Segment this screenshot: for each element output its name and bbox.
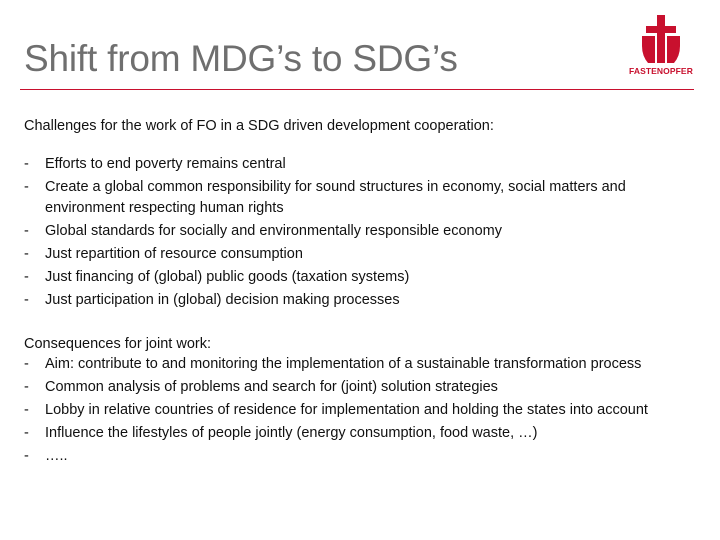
dash-bullet: - xyxy=(24,222,29,239)
list-item: - Efforts to end poverty remains central xyxy=(24,154,704,175)
list-item: - Global standards for socially and environmentally responsible economy xyxy=(24,221,704,242)
challenges-heading: Challenges for the work of FO in a SDG driven development cooperation: xyxy=(24,118,494,134)
slide-content xyxy=(24,116,704,469)
slide-title: Shift from MDG’s to SDG’s xyxy=(24,38,458,79)
consequences-heading: Consequences for joint work: xyxy=(24,335,211,352)
dash-bullet: - xyxy=(24,245,29,262)
list-item: - Aim: contribute to and monitoring the implementation of a sustainable transformation process xyxy=(24,354,704,375)
list-item: - Lobby in relative countries of residence for implementation and holding the states into account xyxy=(24,400,704,421)
consequences-list xyxy=(24,354,704,467)
list-item: - ….. xyxy=(24,446,704,467)
list-item: - Just financing of (global) public goods (taxation systems) xyxy=(24,267,704,288)
list-item: - Influence the lifestyles of people jointly (energy consumption, food waste, …) xyxy=(24,423,704,444)
cross-logo-icon xyxy=(628,12,694,66)
dash-bullet: - xyxy=(24,355,29,372)
dash-bullet: - xyxy=(24,447,29,464)
dash-bullet: - xyxy=(24,401,29,418)
dash-bullet: - xyxy=(24,268,29,285)
list-item: - Just repartition of resource consumption xyxy=(24,244,704,265)
dash-bullet: - xyxy=(24,156,29,172)
logo-wordmark: FASTENOPFER xyxy=(629,66,693,76)
dash-bullet: - xyxy=(24,179,29,195)
dash-bullet: - xyxy=(24,424,29,441)
dash-bullet: - xyxy=(24,378,29,395)
title-rule xyxy=(20,89,694,90)
list-item: - Just participation in (global) decision making processes xyxy=(24,290,704,311)
challenges-list xyxy=(24,154,704,310)
dash-bullet: - xyxy=(24,291,29,308)
fastenopfer-logo xyxy=(628,12,694,76)
list-item: - Common analysis of problems and search for (joint) solution strategies xyxy=(24,377,704,398)
list-item: - Create a global common responsibility for sound structures in economy, social matters and environment respecting human rights xyxy=(24,179,626,216)
